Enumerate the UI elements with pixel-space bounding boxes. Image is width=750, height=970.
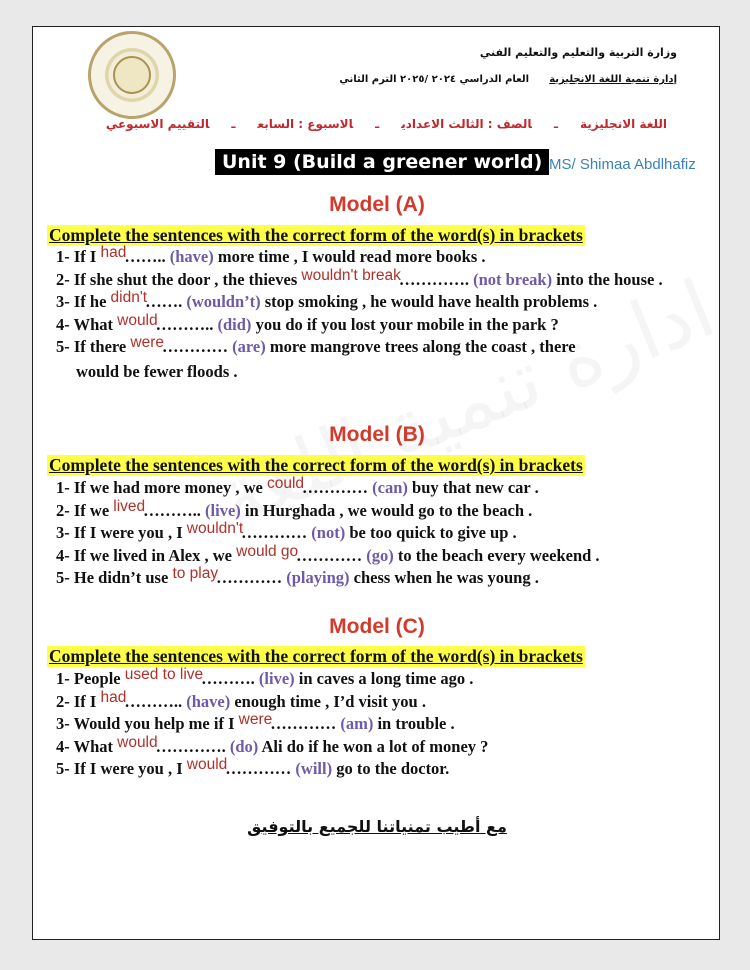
sentence-b-3 [56, 520, 517, 543]
bracket-word: (am) [340, 714, 374, 733]
blank-dots: ………… [270, 714, 337, 733]
sentence-text-start: If we lived in Alex , we [73, 545, 237, 565]
sentence-c-3 [56, 711, 455, 734]
handwritten-answer: could [266, 475, 305, 492]
sentence-number: 1- [56, 247, 74, 266]
unit-title: Unit 9 (Build a greener world) [215, 149, 549, 175]
department-name: إدارة تنمية اللغة الانجليزية [549, 74, 677, 85]
bracket-word: (live) [258, 669, 295, 688]
bracket-word: (not) [311, 523, 346, 542]
sentence-number: 3- [56, 523, 74, 542]
sentence-b-1 [56, 475, 539, 498]
blank-dots: ………. [201, 669, 255, 688]
handwritten-answer: didn't [110, 289, 148, 306]
blank-dots: ………… [296, 545, 363, 565]
handwritten-answer: would [117, 311, 158, 329]
week: الاسبوع : السابع [257, 117, 354, 131]
bracket-word: (wouldn’t) [186, 292, 261, 311]
sentence-text-end: Ali do if he won a lot of money ? [258, 736, 489, 756]
sentence-c-2 [56, 688, 426, 712]
sentence-a-1 [56, 244, 486, 267]
handwritten-answer: would go [236, 542, 299, 560]
sentence-number: 2- [56, 500, 74, 520]
bracket-word: (not break) [473, 269, 553, 289]
blank-dots: ……. [145, 292, 183, 311]
sentence-b-2 [56, 497, 533, 521]
sentence-number: 3- [56, 714, 74, 733]
academic-year: العام الدراسي ٢٠٢٤ /٢٠٢٥ الترم الثاني [339, 74, 529, 85]
subject: اللغة الانجليزية [580, 117, 667, 131]
eagle-emblem-icon [113, 56, 151, 94]
model-a-continuation: would be fewer floods . [76, 362, 238, 381]
bracket-word: (are) [232, 337, 266, 356]
handwritten-answer: would [186, 756, 228, 773]
model-b-title: Model (B) [329, 423, 425, 446]
sentence-text-end: more mangrove trees along the coast , there [265, 337, 576, 356]
sentence-number: 1- [56, 669, 74, 688]
bracket-word: (have) [169, 247, 214, 266]
sentence-number: 5- [56, 337, 74, 356]
sentence-text-start: He didn’t use [73, 568, 173, 587]
handwritten-answer: would [117, 733, 158, 751]
sentence-a-3 [56, 289, 598, 312]
handwritten-answer: to play [172, 565, 219, 582]
handwritten-answer: used to live [124, 666, 204, 683]
blank-dots: ……….. [155, 314, 214, 334]
sentence-number: 4- [56, 314, 74, 334]
sentence-text-end: in Hurghada , we would go to the beach . [240, 500, 533, 520]
sentence-a-4 [56, 311, 559, 335]
handwritten-answer: lived [113, 497, 146, 515]
sentence-text-start: If I were you , I [73, 759, 187, 778]
sentence-c-4 [56, 733, 489, 757]
sentence-text-end: buy that new car . [407, 478, 539, 497]
sentence-number: 2- [56, 269, 74, 289]
sentence-number: 4- [56, 545, 74, 565]
sentence-number: 3- [56, 292, 74, 311]
bracket-word: (can) [372, 478, 408, 497]
handwritten-answer: wouldn't [186, 520, 244, 537]
blank-dots: …………. [155, 736, 226, 756]
sentence-number: 1- [56, 478, 74, 497]
sentence-text-start: If I [73, 247, 101, 266]
model-c-title: Model (C) [329, 615, 425, 638]
sentence-c-1 [56, 666, 474, 689]
sentence-text-end: you do if you lost your mobile in the park ? [251, 314, 559, 334]
blank-dots: ………… [302, 478, 369, 497]
sentence-b-5 [56, 565, 539, 588]
model-a-title: Model (A) [329, 193, 425, 216]
sentence-text-end: go to the doctor. [332, 759, 450, 778]
handwritten-answer: had [100, 688, 127, 706]
bracket-word: (go) [366, 545, 394, 565]
blank-dots: …….. [124, 247, 166, 266]
closing-wishes: مع أطيب تمنياتنا للجميع بالتوفيق [247, 817, 507, 836]
sentence-text-start: People [73, 669, 125, 688]
sentence-text-end: more time , I would read more books . [213, 247, 486, 266]
sentence-text-start: If there [73, 337, 131, 356]
blank-dots: ………… [216, 568, 283, 587]
bracket-word: (live) [205, 500, 241, 520]
handwritten-answer: were [238, 711, 273, 728]
blank-dots: ………… [225, 759, 292, 778]
model-b-instruction: Complete the sentences with the correct form of the word(s) in brackets [49, 455, 583, 475]
sentence-text-end: chess when he was young . [349, 568, 539, 587]
sentence-b-4 [56, 542, 600, 566]
sentence-text-end: into the house . [552, 269, 663, 289]
blank-dots: ……….. [124, 691, 183, 711]
model-a-instruction: Complete the sentences with the correct form of the word(s) in brackets [49, 225, 583, 245]
sentence-text-start: If I were you , I [73, 523, 187, 542]
sentence-text-end: stop smoking , he would have health problems . [260, 292, 598, 311]
worksheet-page [32, 26, 720, 940]
blank-dots: …………. [398, 269, 469, 289]
assessment-type: التقييم الاسبوعي [105, 117, 210, 131]
sentence-text-start: What [73, 314, 118, 334]
info-row: اللغة الانجليزيةـالصف : الثالث الاعداديـالاسبوع : السابعـالتقييم الاسبوعي [105, 117, 667, 131]
sentence-text-start: If she shut the door , the thieves [73, 269, 302, 289]
teacher-name: MS/ Shimaa Abdlhafiz [549, 156, 696, 173]
sentence-number: 4- [56, 736, 74, 756]
sentence-number: 2- [56, 691, 74, 711]
sentence-text-end: in caves a long time ago . [294, 669, 474, 688]
blank-dots: ………… [162, 337, 228, 356]
sentence-a-5 [56, 334, 576, 357]
handwritten-answer: had [100, 244, 127, 261]
blank-dots: ……….. [143, 500, 201, 520]
handwritten-answer: wouldn't break [301, 266, 401, 284]
sentence-text-start: Would you help me if I [73, 714, 239, 733]
sentence-text-end: be too quick to give up . [345, 523, 517, 542]
sentence-text-end: enough time , I’d visit you . [230, 691, 426, 711]
sentence-text-start: If he [73, 292, 111, 311]
bracket-word: (playing) [286, 568, 350, 587]
sentence-number: 5- [56, 568, 74, 587]
blank-dots: ………… [241, 523, 308, 542]
sentence-number: 5- [56, 759, 74, 778]
sentence-text-start: What [73, 736, 118, 756]
model-c-instruction: Complete the sentences with the correct form of the word(s) in brackets [49, 646, 583, 666]
sentence-text-start: If I [73, 691, 101, 711]
sentence-text-start: If we had more money , we [73, 478, 267, 497]
sentence-c-5 [56, 756, 450, 779]
bracket-word: (have) [186, 691, 231, 711]
handwritten-answer: were [130, 334, 164, 351]
bracket-word: (do) [229, 736, 259, 756]
bracket-word: (did) [217, 314, 252, 334]
sentence-text-start: If we [73, 500, 114, 520]
ministry-logo [88, 31, 176, 119]
bracket-word: (will) [295, 759, 333, 778]
sentence-text-end: in trouble . [373, 714, 455, 733]
ministry-name: وزارة التربية والتعليم والتعليم الفني [479, 46, 677, 59]
sentence-a-2 [56, 266, 663, 290]
sentence-text-end: to the beach every weekend . [393, 545, 600, 565]
grade: الصف : الثالث الاعدادي [401, 117, 532, 131]
